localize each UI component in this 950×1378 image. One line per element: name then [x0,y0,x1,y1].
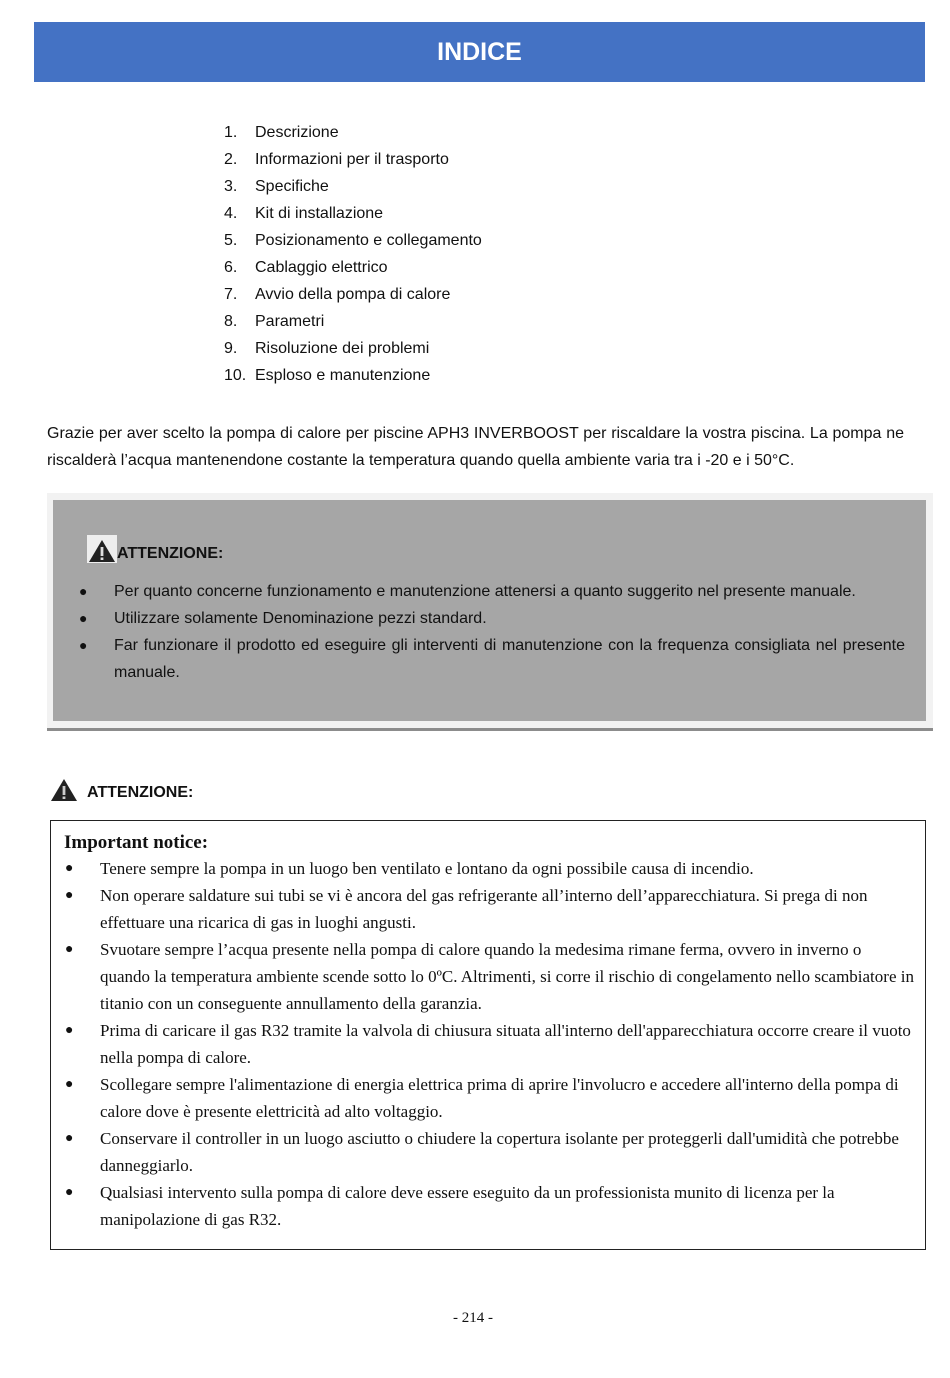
list-item-text: Tenere sempre la pompa in un luogo ben ventilato e lontano da ogni possibile causa di incendio. [100,859,754,878]
toc-item[interactable] [224,151,482,178]
table-of-contents [224,124,482,394]
toc-label: Parametri [255,313,325,330]
warning-icon [50,778,78,807]
list-item: ● Per quanto concerne funzionamento e manutenzione attenersi a quanto suggerito nel presente manuale. [79,578,905,605]
index-header [34,22,925,82]
toc-number: 5. [224,232,238,249]
toc-item[interactable] [224,205,482,232]
list-item-text: Utilizzare solamente Denominazione pezzi standard. [114,610,487,627]
list-item-text: Far funzionare il prodotto ed eseguire gli interventi di manutenzione con la frequenza consigliata nel presente manuale. [114,637,905,681]
list-item-text: Scollegare sempre l'alimentazione di energia elettrica prima di aprire l'involucro e accedere all'interno della pompa di calore dove è presente elettricità ad alto voltaggio. [100,1075,899,1121]
toc-label: Avvio della pompa di calore [255,286,451,303]
notice-title: Important notice: [64,832,209,853]
toc-number: 8. [224,313,238,330]
list-item: ● Utilizzare solamente Denominazione pezzi standard. [79,605,905,632]
list-item-text: Prima di caricare il gas R32 tramite la valvola di chiusura situata all'interno dell'apparecchiatura occorre creare il vuoto nella pompa di calore. [100,1021,911,1067]
list-item: ● Non operare saldature sui tubi se vi è ancora del gas refrigerante all’interno dell’apparecchiatura. Si prega di non effettuare una ricarica di gas in luoghi angusti. [65,882,915,936]
attention-box [47,493,933,731]
toc-label: Specifiche [255,178,329,195]
toc-number: 3. [224,178,238,195]
list-item-text: Conservare il controller in un luogo asciutto o chiudere la copertura isolante per proteggerli dall'umidità che potrebbe danneggiarlo. [100,1129,899,1175]
toc-number: 10. [224,367,247,384]
toc-number: 9. [224,340,238,357]
attention-title [87,535,223,563]
list-item-text: Svuotare sempre l’acqua presente nella pompa di calore quando la medesima rimane ferma, ovvero in inverno o quando la temperatura ambiente scende sotto lo 0ºC. Altrimenti, si corre il rischio di congelamento nello scambiatore in titanio con un conseguente annullamento della garanzia. [100,940,914,1013]
list-item: ● Svuotare sempre l’acqua presente nella pompa di calore quando la medesima rimane ferma, ovvero in inverno o quando la temperatura ambiente scende sotto lo 0ºC. Altrimenti, si corre il rischio di congelamento nello scambiatore in titanio con un conseguente annullamento della garanzia. [65,936,915,1017]
warning-title: ATTENZIONE: [87,783,194,801]
toc-item[interactable] [224,259,482,286]
warning-heading [50,778,193,807]
toc-item[interactable] [224,340,482,367]
warning-icon [87,535,117,563]
toc-label: Esploso e manutenzione [255,367,431,384]
toc-label: Kit di installazione [255,205,384,222]
toc-item[interactable] [224,313,482,340]
toc-number: 6. [224,259,238,276]
toc-item[interactable] [224,178,482,205]
toc-label: Descrizione [255,124,339,141]
attention-list [79,578,905,686]
toc-number: 7. [224,286,238,303]
page-title: INDICE [437,37,522,66]
toc-label: Informazioni per il trasporto [255,151,449,168]
list-item: ● Conservare il controller in un luogo asciutto o chiudere la copertura isolante per proteggerli dall'umidità che potrebbe danneggiarlo. [65,1125,915,1179]
attention-title-text: ATTENZIONE: [117,545,224,562]
toc-label: Posizionamento e collegamento [255,232,482,249]
toc-item[interactable] [224,367,482,394]
list-item-text: Qualsiasi intervento sulla pompa di calore deve essere eseguito da un professionista munito di licenza per la manipolazione di gas R32. [100,1183,835,1229]
toc-number: 2. [224,151,238,168]
notice-list [65,855,915,1233]
page-number: - 214 - [453,1310,493,1326]
toc-item[interactable] [224,232,482,259]
list-item: ● Prima di caricare il gas R32 tramite la valvola di chiusura situata all'interno dell'apparecchiatura occorre creare il vuoto nella pompa di calore. [65,1017,915,1071]
list-item-text: Non operare saldature sui tubi se vi è ancora del gas refrigerante all’interno dell’apparecchiatura. Si prega di non effettuare una ricarica di gas in luoghi angusti. [100,886,868,932]
toc-item[interactable] [224,286,482,313]
toc-number: 4. [224,205,238,222]
intro-paragraph: Grazie per aver scelto la pompa di calore per piscine APH3 INVERBOOST per riscaldare la vostra piscina. La pompa ne riscalderà l’acqua mantenendone costante la temperatura quando quella ambiente varia tra i -20 e i 50°C. [47,425,904,469]
list-item: ● Qualsiasi intervento sulla pompa di calore deve essere eseguito da un professionista munito di licenza per la manipolazione di gas R32. [65,1179,915,1233]
list-item: ● Scollegare sempre l'alimentazione di energia elettrica prima di aprire l'involucro e accedere all'interno della pompa di calore dove è presente elettricità ad alto voltaggio. [65,1071,915,1125]
list-item: ● Far funzionare il prodotto ed eseguire gli interventi di manutenzione con la frequenza consigliata nel presente manuale. [79,632,905,686]
toc-label: Cablaggio elettrico [255,259,388,276]
toc-label: Risoluzione dei problemi [255,340,430,357]
list-item-text: Per quanto concerne funzionamento e manutenzione attenersi a quanto suggerito nel presente manuale. [114,583,856,600]
toc-number: 1. [224,124,238,141]
important-notice-box [50,820,926,1250]
list-item: ● Tenere sempre la pompa in un luogo ben ventilato e lontano da ogni possibile causa di incendio. [65,855,915,882]
toc-item[interactable] [224,124,482,151]
